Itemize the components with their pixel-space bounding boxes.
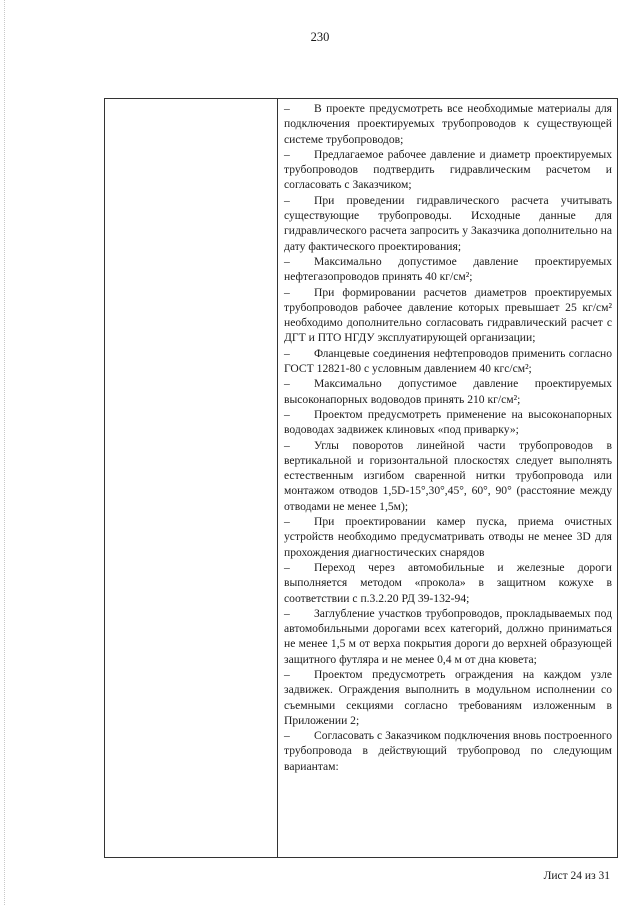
requirement-text: Углы поворотов линейной части трубопроводов в вертикальной и горизонтальной плоскостях следует выполнять естественным изгибом сваренной нитки трубопровода или монтажом отводов 1,5D-15°,30°,45°, 60°, 90° (расстояние между отводами не менее 1,5м); [284,438,612,513]
list-dash: – [284,254,290,268]
list-dash: – [284,667,290,681]
requirement-text: При проектировании камер пуска, приема очистных устройств необходимо предусматривать отводы не менее 3D для прохождения диагностических снарядов [284,515,612,559]
requirement-item [284,376,612,407]
requirement-text: Максимально допустимое давление проектируемых нефтегазопроводов принять 40 кг/см²; [284,254,612,284]
requirement-item [284,254,612,285]
binding-margin-dots [4,0,6,905]
list-dash: – [284,377,290,391]
requirements-cell [278,99,618,858]
requirement-text: Заглубление участков трубопроводов, прокладываемых под автомобильными дорогами всех категорий, должно приниматься не менее 1,5 м от верха покрытия дороги до верхней образующей защитного футляра и не менее 0,4 м от дна кювета; [284,606,612,666]
list-dash: – [284,515,290,529]
requirement-text: При проведении гидравлического расчета учитывать существующие трубопроводы. Исходные данные для гидравлического расчета запросить у Заказчика дополнительно на дату фактического проектирования; [284,193,612,253]
list-dash: – [284,285,290,299]
requirement-text: При формировании расчетов диаметров проектируемых трубопроводов рабочее давление которых превышает 25 кг/см² необходимо дополнительно согласовать гидравлический расчет с ДГТ и ПТО НГДУ эксплуатирующей организации; [284,285,612,345]
requirement-item [284,606,612,667]
requirement-item [284,285,612,346]
page-number: 230 [310,30,330,44]
requirement-text: Проектом предусмотреть применение на высоконапорных водоводах задвижек клиновых «под приварку»; [284,407,612,437]
requirement-item [284,514,612,560]
requirement-item [284,193,612,254]
requirement-text: Фланцевые соединения нефтепроводов применить согласно ГОСТ 12821-80 с условным давлением 40 кгс/см²; [284,346,612,376]
list-dash: – [284,729,290,743]
requirement-text: Согласовать с Заказчиком подключения вновь построенного трубопровода в действующий трубопровод по следующим вариантам: [284,729,612,773]
requirement-item [284,101,612,147]
list-dash: – [284,346,290,360]
requirement-text: В проекте предусмотреть все необходимые материалы для подключения проектируемых трубопроводов к существующей системе трубопроводов; [284,102,612,146]
sheet-counter: Лист 24 из 31 [543,870,610,882]
empty-left-cell [105,99,278,858]
list-dash: – [284,193,290,207]
list-dash: – [284,102,290,115]
table-row [105,99,618,858]
requirement-item [284,346,612,377]
list-dash: – [284,560,290,574]
list-dash: – [284,438,290,452]
requirement-item [284,667,612,728]
list-dash: – [284,407,290,421]
requirements-table [104,98,618,858]
list-dash: – [284,147,290,161]
requirement-item [284,728,612,774]
requirement-item [284,438,612,514]
requirement-item [284,407,612,438]
requirement-item [284,147,612,193]
requirement-item [284,560,612,606]
requirement-text: Проектом предусмотреть ограждения на каждом узле задвижек. Ограждения выполнить в модульном исполнении со съемными секциями согласно требованиям изложенным в Приложении 2; [284,667,612,727]
requirement-text: Переход через автомобильные и железные дороги выполняется методом «прокола» в защитном кожухе в соответствии с п.3.2.20 РД 39-132-94; [284,560,612,605]
requirements-list [284,101,612,774]
list-dash: – [284,606,290,620]
requirement-text: Максимально допустимое давление проектируемых высоконапорных водоводов принять 210 кг/см²; [284,377,612,406]
requirement-text: Предлагаемое рабочее давление и диаметр проектируемых трубопроводов подтвердить гидравлическим расчетом и согласовать с Заказчиком; [284,147,612,192]
